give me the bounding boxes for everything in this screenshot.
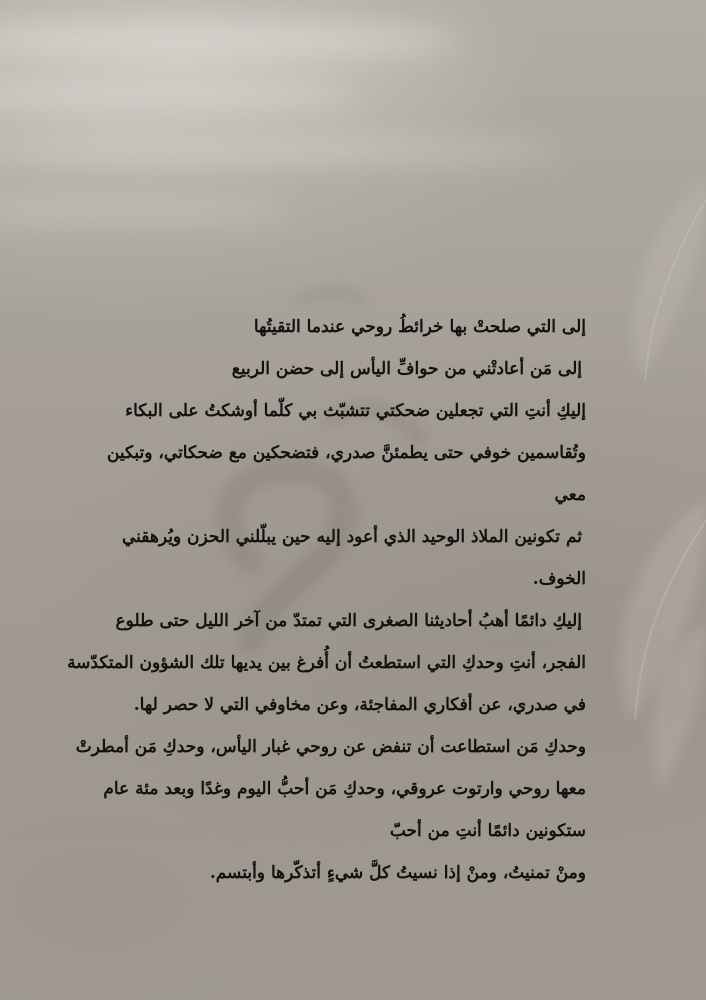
text-line: الفجر، أنتِ وحدكِ التي استطعتُ أن أُفرغ بين يديها تلك الشؤون المتكدّسة: [67, 653, 586, 673]
text-line: معها روحي وارتوت عروقي، وحدكِ مَن أحبُّ اليوم وغدًا وبعد مئة عام: [103, 779, 586, 799]
text-line: ثم تكونين الملاذ الوحيد الذي أعود إليه حين يبلّلني الحزن ويُرهقني: [121, 527, 582, 547]
text-line: ستكونين دائمًا أنتِ من أحبّ: [389, 821, 586, 841]
text-line: في صدري، عن أفكاري المفاجئة، وعن مخاوفي التي لا حصر لها.: [133, 695, 586, 715]
text-line: وحدكِ مَن استطاعت أن تنفض عن روحي غبار اليأس، وحدكِ مَن أمطرتْ: [75, 737, 586, 757]
dedication-text: [67, 306, 586, 894]
text-line: ومنْ تمنيتُ، ومنْ إذا نسيتُ كلَّ شيءٍ أتذكّرها وأبتسم.: [209, 863, 586, 883]
text-line: وتُقاسمين خوفي حتى يطمئنَّ صدري، فتضحكين مع ضحكاتي، وتبكين: [106, 443, 586, 463]
text-line: إلى مَن أعادتْني من حوافِّ اليأس إلى حضن الربيع: [231, 359, 582, 379]
text-line: معي: [554, 485, 586, 505]
text-line: إليكِ أنتِ التي تجعلين ضحكتي تتشبّث بي كلّما أوشكتُ على البكاء: [125, 401, 586, 421]
text-line: إليكِ دائمًا أهبُ أحاديثنا الصغرى التي تمتدّ من آخر الليل حتى طلوع: [115, 611, 582, 631]
text-line: الخوف.: [532, 569, 586, 589]
text-line: إلى التي صلحتْ بها خرائطُ روحي عندما التقيتُها: [253, 317, 586, 337]
